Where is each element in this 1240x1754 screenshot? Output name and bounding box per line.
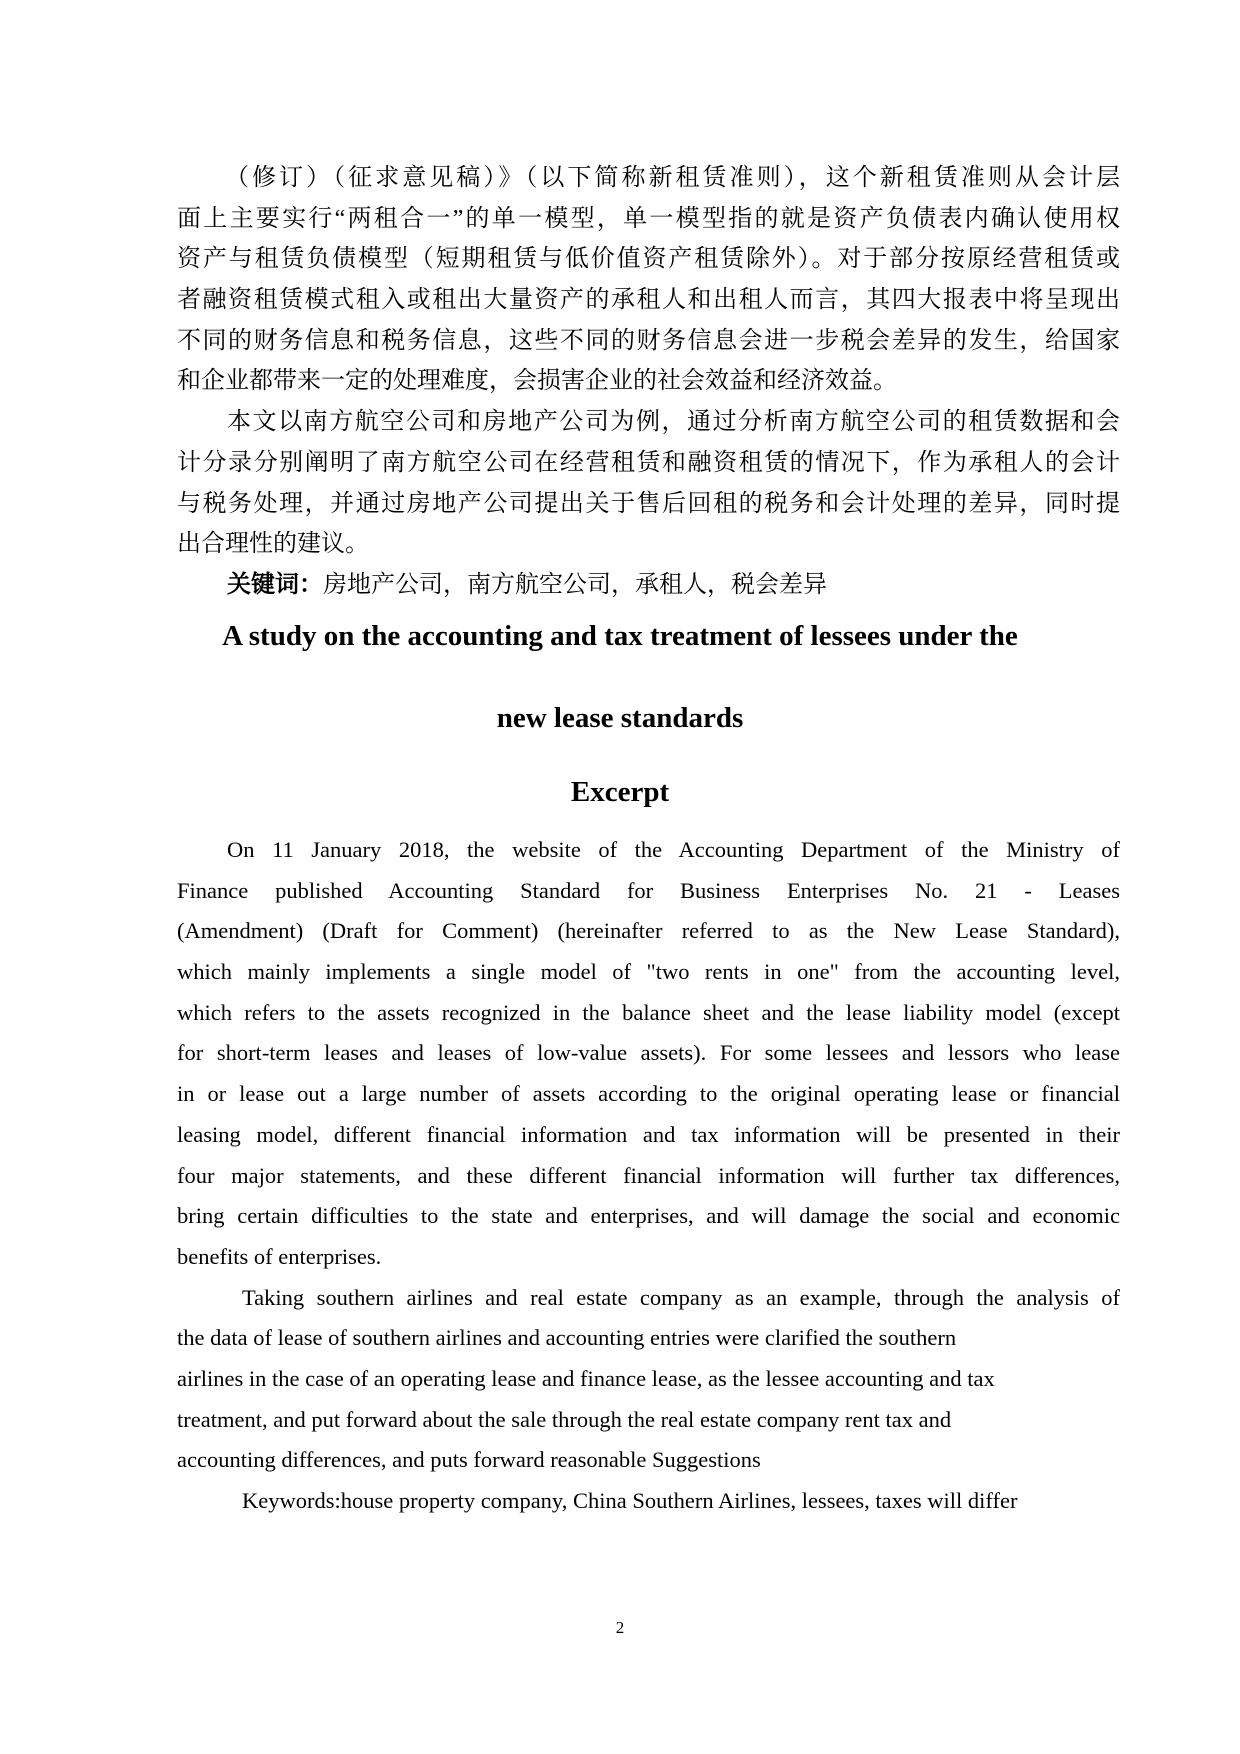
text-line: treatment, and put forward about the sale through the real estate company rent tax and (177, 1406, 952, 1432)
text-line: Taking southern airlines and real estate company as an example, through the analysis of (242, 1284, 1120, 1310)
keywords-label: 关键词： (227, 571, 323, 598)
english-title-line-1: A study on the accounting and tax treatment of lessees under the (222, 620, 1018, 652)
excerpt-heading: Excerpt (570, 776, 670, 808)
text-line: benefits of enterprises. (177, 1243, 382, 1269)
english-abstract (177, 830, 1120, 1522)
text-line: 和企业都带来一定的处理难度，会损害企业的社会效益和经济效益。 (177, 368, 897, 395)
page-number: 2 (615, 1618, 625, 1637)
text-line: 与税务处理，并通过房地产公司提出关于售后回租的税务和会计处理的差异，同时提 (177, 490, 1120, 517)
text-line: 出合理性的建议。 (177, 531, 369, 558)
text-line: accounting differences, and puts forward reasonable Suggestions (177, 1447, 761, 1473)
text-line: 面上主要实行“两租合一”的单一模型，单一模型指的就是资产负债表内确认使用权 (177, 205, 1120, 232)
text-line: 者融资租赁模式租入或租出大量资产的承租人和出租人而言，其四大报表中将呈现出 (177, 287, 1120, 314)
chinese-abstract (177, 158, 1120, 606)
text-line: 本文以南方航空公司和房地产公司为例，通过分析南方航空公司的租赁数据和会 (227, 409, 1120, 436)
text-line: Finance published Accounting Standard for Business Enterprises No. 21 - Leases (177, 877, 1120, 903)
text-line: 不同的财务信息和税务信息，这些不同的财务信息会进一步税会差异的发生，给国家 (177, 327, 1120, 354)
text-line: airlines in the case of an operating lease and finance lease, as the lessee accounting and tax (177, 1365, 995, 1391)
text-line: four major statements, and these different financial information will further tax differences, (177, 1162, 1120, 1188)
text-line: On 11 January 2018, the website of the Accounting Department of the Ministry of (227, 837, 1120, 862)
text-line: in or lease out a large number of assets according to the original operating lease or financial (177, 1081, 1120, 1107)
keywords-text: 房地产公司，南方航空公司，承租人，税会差异 (323, 571, 827, 598)
text-line: （修订）（征求意见稿）》（以下简称新租赁准则），这个新租赁准则从会计层 (225, 165, 1120, 191)
text-line: the data of lease of southern airlines and accounting entries were clarified the southern (177, 1325, 957, 1351)
english-title-line-2: new lease standards (496, 702, 744, 734)
text-line: (Amendment) (Draft for Comment) (hereinafter referred to as the New Lease Standard), (177, 918, 1120, 944)
text-line: which refers to the assets recognized in the balance sheet and the lease liability model (except (177, 999, 1120, 1025)
text-line: which mainly implements a single model of "two rents in one" from the accounting level, (177, 959, 1120, 985)
text-line: 资产与租赁负债模型（短期租赁与低价值资产租赁除外）。对于部分按原经营租赁或 (177, 246, 1120, 273)
text-line: leasing model, different financial information and tax information will be presented in their (177, 1121, 1120, 1147)
text-line: 计分录分别阐明了南方航空公司在经营租赁和融资租赁的情况下，作为承租人的会计 (177, 449, 1120, 476)
keywords-line: Keywords:house property company, China Southern Airlines, lessees, taxes will differ (242, 1488, 1018, 1513)
keywords-line (177, 565, 1120, 606)
text-line: bring certain difficulties to the state and enterprises, and will damage the social and economic (177, 1203, 1120, 1229)
text-line: for short-term leases and leases of low-value assets). For some lessees and lessors who lease (177, 1040, 1120, 1066)
